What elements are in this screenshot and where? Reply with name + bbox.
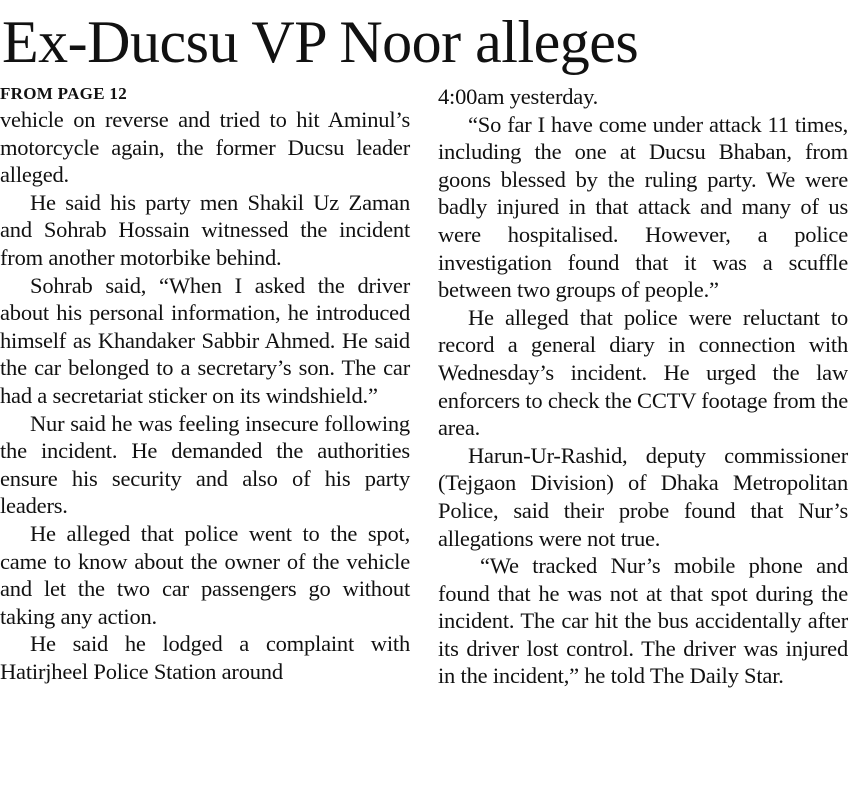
paragraph: 4:00am yesterday. bbox=[438, 84, 599, 109]
article-column-left bbox=[0, 82, 410, 685]
continued-from-label: FROM PAGE 12 bbox=[0, 84, 127, 103]
paragraph: Harun-Ur-Rashid, deputy commissioner (Tejgaon Division) of Dhaka Metropolitan Police, said their probe found that Nur’s allegations were not true. bbox=[438, 442, 848, 551]
headline: Ex-Ducsu VP Noor alleges bbox=[2, 9, 639, 75]
paragraph: He said he lodged a complaint with Hatirjheel Police Station around bbox=[0, 631, 410, 684]
paragraph: “So far I have come under attack 11 times, including the one at Ducsu Bhaban, from goons blessed by the ruling party. We were badly injured in that attack and many of us were hospitalised. However, a police investigation found that it was a scuffle between two groups of people.” bbox=[438, 111, 848, 303]
paragraph: “We tracked Nur’s mobile phone and found that he was not at that spot during the incident. The car hit the bus accidentally after its driver lost control. The driver was injured in the incident,” he told The Daily Star. bbox=[438, 553, 848, 689]
paragraph: He alleged that police went to the spot, came to know about the owner of the vehicle and let the two car passengers go without taking any action. bbox=[0, 520, 410, 629]
paragraph: He said his party men Shakil Uz Zaman and Sohrab Hossain witnessed the incident from another motorbike behind. bbox=[0, 189, 410, 270]
paragraph: Nur said he was feeling insecure following the incident. He demanded the authorities ensure his security and also of his party leaders. bbox=[0, 410, 410, 519]
paragraph: vehicle on reverse and tried to hit Aminul’s motorcycle again, the former Ducsu leader alleged. bbox=[0, 107, 410, 188]
article-column-right bbox=[438, 83, 848, 690]
paragraph: Sohrab said, “When I asked the driver about his personal information, he introduced himself as Khandaker Sabbir Ahmed. He said the car belonged to a secretary’s son. The car had a secretariat sticker on its windshield.” bbox=[0, 272, 410, 408]
paragraph: He alleged that police were reluctant to record a general diary in connection with Wednesday’s incident. He urged the law enforcers to check the CCTV footage from the area. bbox=[438, 304, 848, 441]
